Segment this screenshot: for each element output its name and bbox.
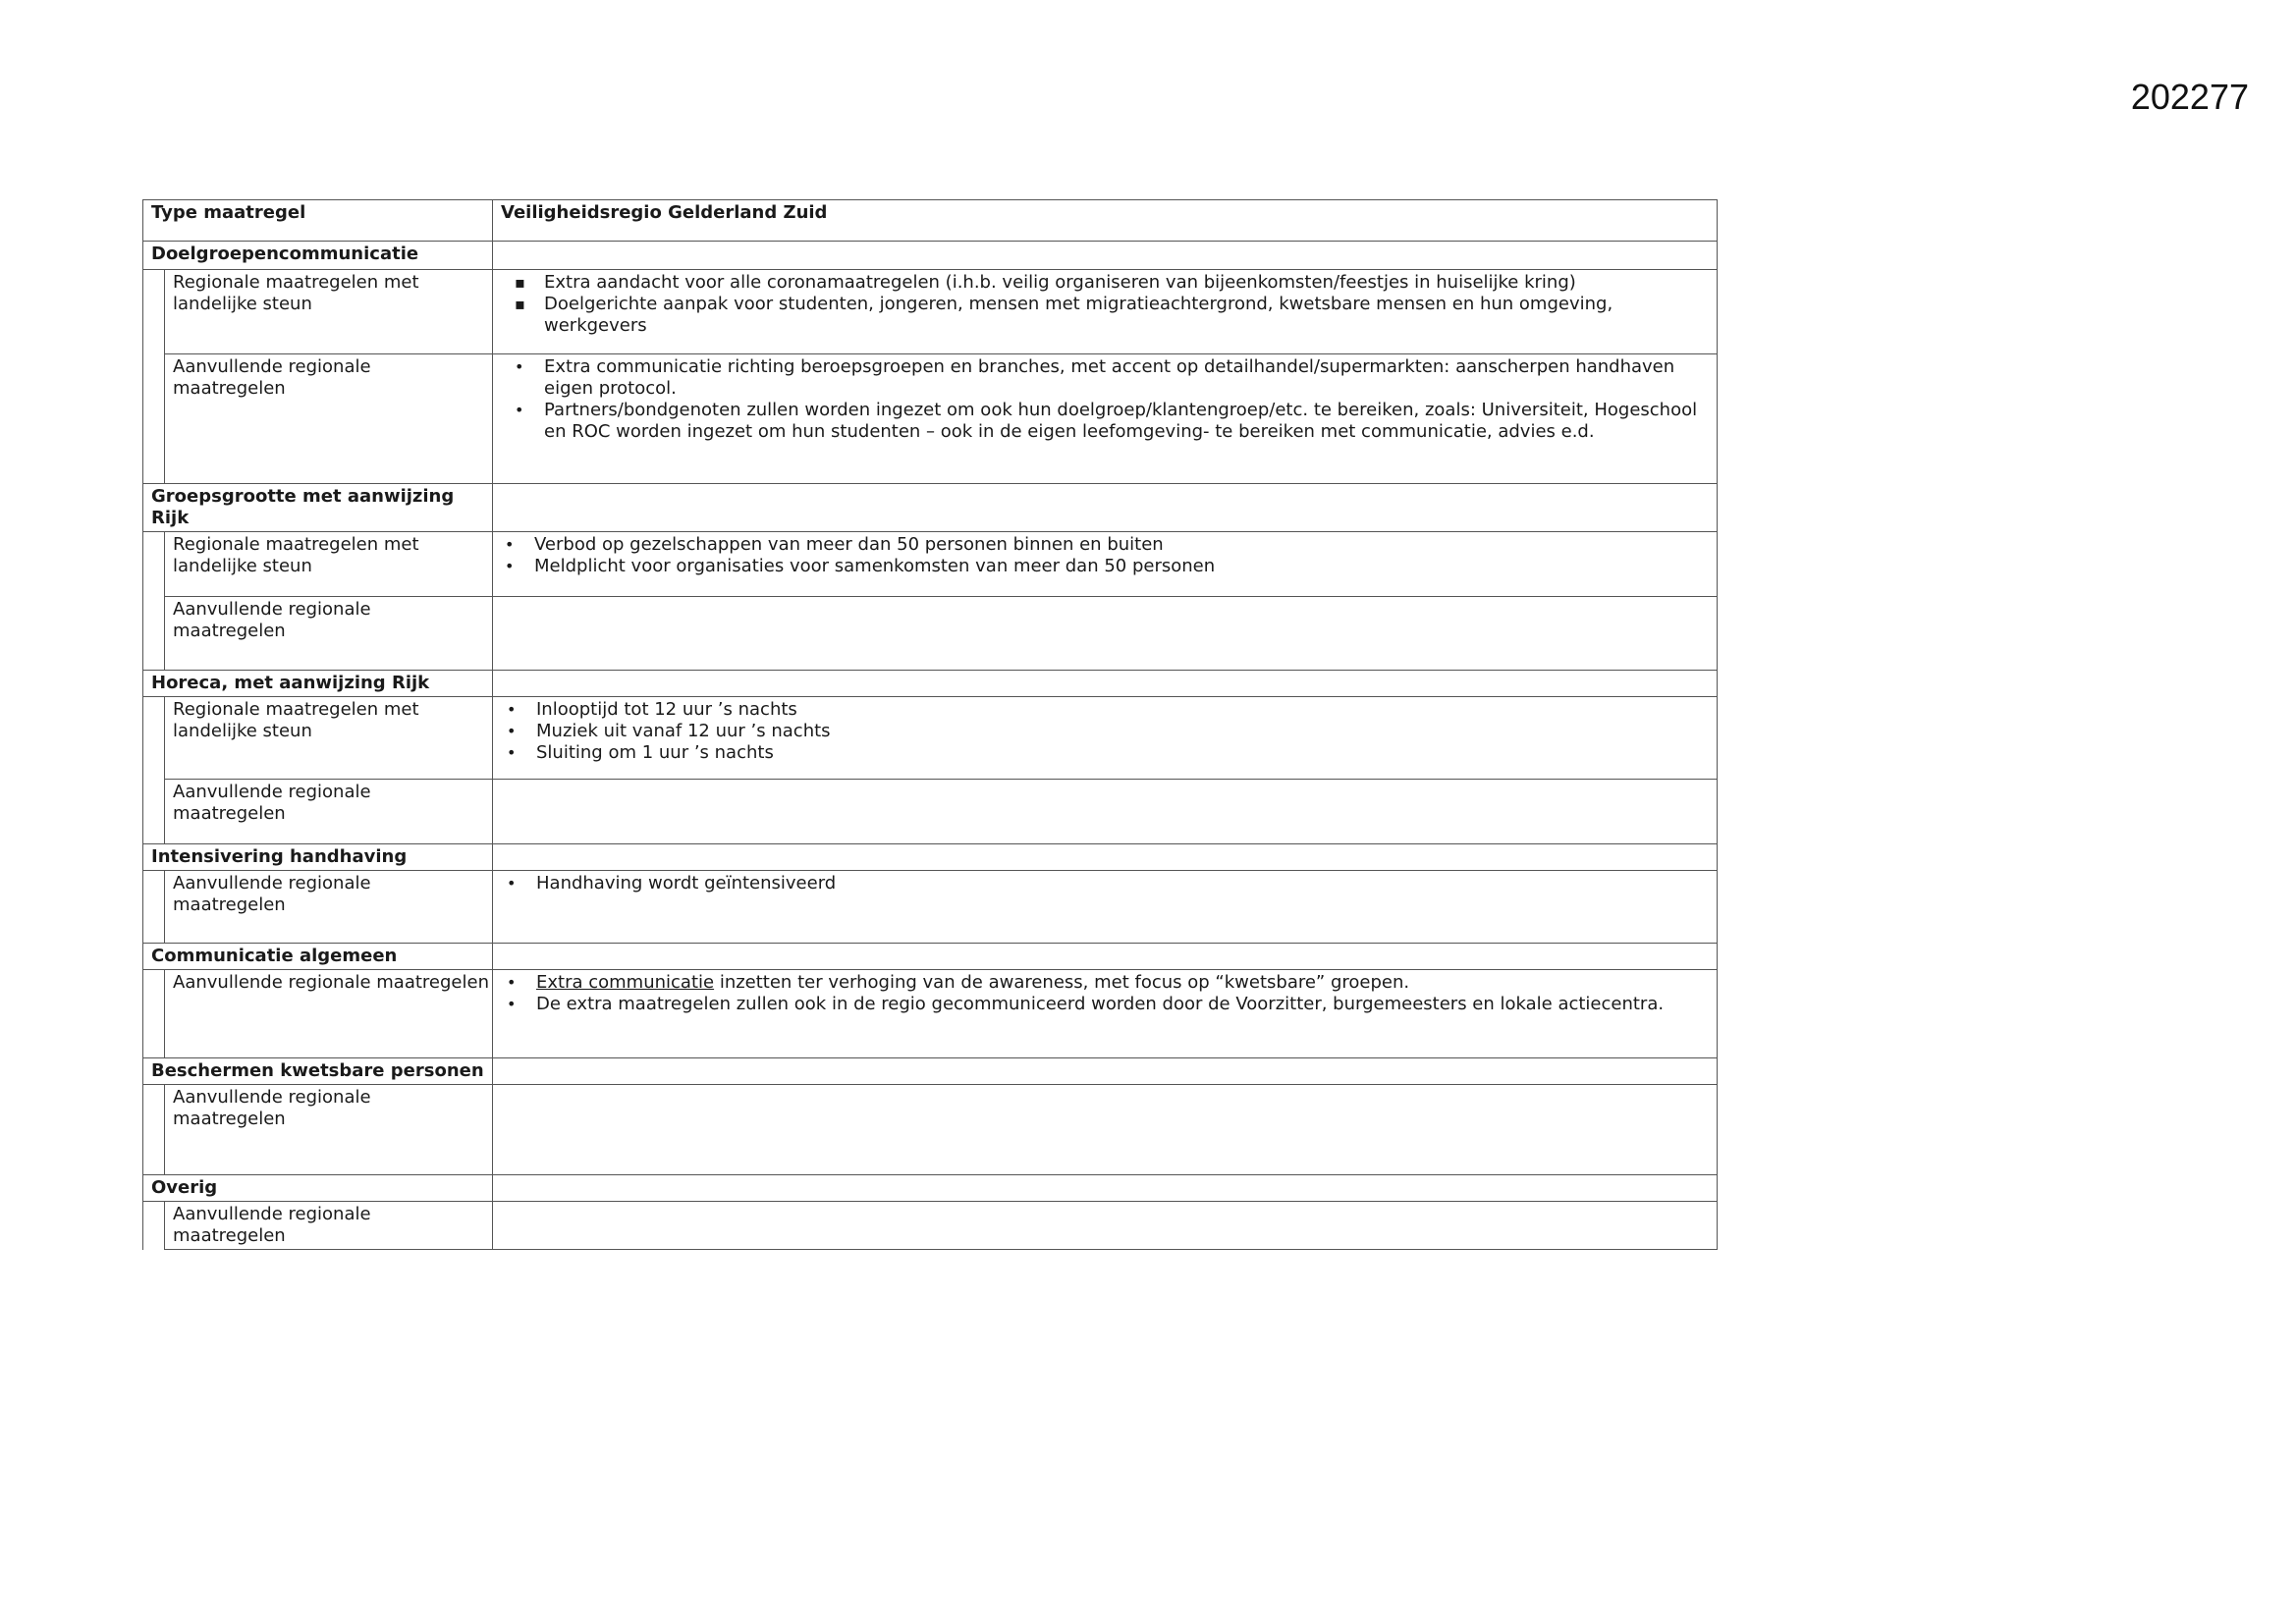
indent-cell: [143, 532, 165, 597]
table-row: [143, 697, 1718, 780]
section-title: Groepsgrootte met aanwijzing Rijk: [143, 484, 493, 532]
section-row: [143, 944, 1718, 970]
row-content: [493, 697, 1718, 780]
document-number: 202277: [2130, 77, 2249, 117]
section-title: Overig: [143, 1175, 493, 1202]
row-content: [493, 354, 1718, 484]
list-item: • Muziek uit vanaf 12 uur ’s nachts: [507, 721, 1709, 742]
list-item: [507, 972, 1709, 994]
indent-cell: [143, 970, 165, 1058]
list-item: • Partners/bondgenoten zullen worden ingezet om ook hun doelgroep/klantengroep/etc. te bereiken, zoals: Universiteit, Hogeschool en ROC worden ingezet om hun studenten – ook in de eigen leefomgeving- te bereiken met communicatie, advies e.d.: [515, 400, 1709, 443]
header-type: Type maatregel: [143, 200, 493, 242]
list-item: • Meldplicht voor organisaties voor samenkomsten van meer dan 50 personen: [505, 556, 1709, 577]
list-item: • Inlooptijd tot 12 uur ’s nachts: [507, 699, 1709, 721]
table-row: [143, 354, 1718, 484]
row-label: Aanvullende regionale maatregelen: [165, 1202, 493, 1250]
indent-cell: [143, 780, 165, 844]
table-row: [143, 270, 1718, 354]
indent-cell: [143, 1085, 165, 1175]
bullet-list: [501, 272, 1709, 337]
list-item-text: inzetten ter verhoging van de awareness, met focus op “kwetsbare” groepen.: [714, 972, 1410, 993]
list-item: • Verbod op gezelschappen van meer dan 50 personen binnen en buiten: [505, 534, 1709, 556]
table-row: [143, 597, 1718, 671]
row-label: Regionale maatregelen met landelijke steun: [165, 270, 493, 354]
row-label: Aanvullende regionale maatregelen: [165, 970, 493, 1058]
row-content: [493, 970, 1718, 1058]
underlined-text: Extra communicatie: [536, 972, 715, 993]
section-row: [143, 1175, 1718, 1202]
row-label: Aanvullende regionale maatregelen: [165, 871, 493, 944]
section-empty-cell: [493, 484, 1718, 532]
section-title: Intensivering handhaving: [143, 844, 493, 871]
row-label: Regionale maatregelen met landelijke steun: [165, 532, 493, 597]
row-label: Aanvullende regionale maatregelen: [165, 597, 493, 671]
section-empty-cell: [493, 242, 1718, 270]
row-label: Aanvullende regionale maatregelen: [165, 1085, 493, 1175]
table-row: [143, 532, 1718, 597]
bullet-list: [501, 534, 1709, 577]
section-row: [143, 1058, 1718, 1085]
list-item: • De extra maatregelen zullen ook in de regio gecommuniceerd worden door de Voorzitter, burgemeesters en lokale actiecentra.: [507, 994, 1709, 1015]
bullet-list: [501, 972, 1709, 1015]
bullet-list: [501, 699, 1709, 764]
section-empty-cell: [493, 671, 1718, 697]
indent-cell: [143, 354, 165, 484]
table-row: [143, 780, 1718, 844]
indent-cell: [143, 597, 165, 671]
row-label: Aanvullende regionale maatregelen: [165, 780, 493, 844]
section-title: Horeca, met aanwijzing Rijk: [143, 671, 493, 697]
indent-cell: [143, 270, 165, 354]
bullet-list: [501, 873, 1709, 894]
list-item: • Sluiting om 1 uur ’s nachts: [507, 742, 1709, 764]
table-header-row: [143, 200, 1718, 242]
section-empty-cell: [493, 1175, 1718, 1202]
section-empty-cell: [493, 1058, 1718, 1085]
section-empty-cell: [493, 844, 1718, 871]
section-row: [143, 484, 1718, 532]
table-row: [143, 1085, 1718, 1175]
header-region: Veiligheidsregio Gelderland Zuid: [493, 200, 1718, 242]
list-item: ▪ Extra aandacht voor alle coronamaatregelen (i.h.b. veilig organiseren van bijeenkomsten/feestjes in huiselijke kring): [515, 272, 1709, 294]
indent-cell: [143, 871, 165, 944]
section-title: Beschermen kwetsbare personen: [143, 1058, 493, 1085]
bullet-list: [501, 356, 1709, 443]
section-empty-cell: [493, 944, 1718, 970]
row-content: [493, 1202, 1718, 1250]
section-row: [143, 671, 1718, 697]
list-item: • Extra communicatie richting beroepsgroepen en branches, met accent op detailhandel/supermarkten: aanscherpen handhaven eigen protocol.: [515, 356, 1709, 400]
row-label: Regionale maatregelen met landelijke steun: [165, 697, 493, 780]
section-row: [143, 844, 1718, 871]
section-title: Doelgroepencommunicatie: [143, 242, 493, 270]
indent-cell: [143, 697, 165, 780]
list-item: ▪ Doelgerichte aanpak voor studenten, jongeren, mensen met migratieachtergrond, kwetsbare mensen en hun omgeving, werkgevers: [515, 294, 1709, 337]
table-row: [143, 970, 1718, 1058]
section-row: [143, 242, 1718, 270]
table-row: [143, 871, 1718, 944]
indent-cell: [143, 1202, 165, 1250]
row-content: [493, 780, 1718, 844]
table-row: [143, 1202, 1718, 1250]
row-content: [493, 532, 1718, 597]
row-content: [493, 270, 1718, 354]
row-content: [493, 597, 1718, 671]
measures-table: [142, 199, 1718, 1250]
row-content: [493, 871, 1718, 944]
row-label: Aanvullende regionale maatregelen: [165, 354, 493, 484]
row-content: [493, 1085, 1718, 1175]
list-item: • Handhaving wordt geïntensiveerd: [507, 873, 1709, 894]
section-title: Communicatie algemeen: [143, 944, 493, 970]
